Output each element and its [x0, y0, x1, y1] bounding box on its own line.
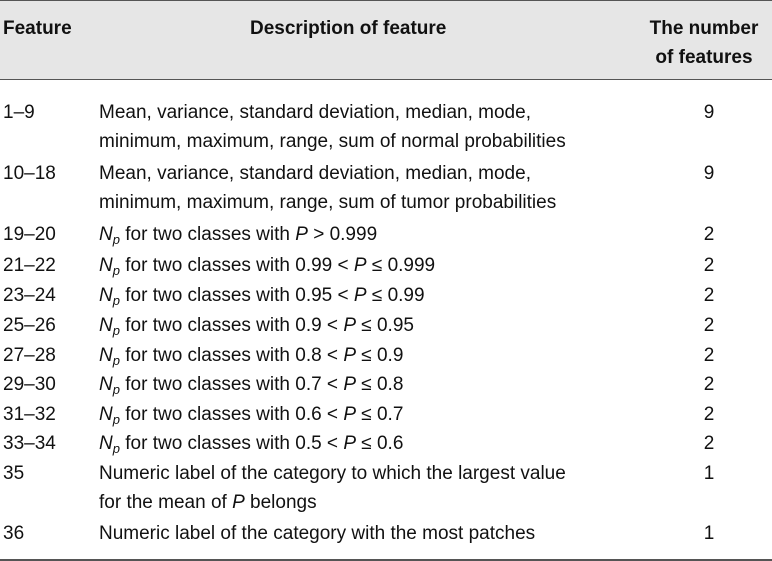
- description-text: ≤ 0.6: [356, 433, 404, 454]
- description-text: ≤ 0.7: [356, 404, 404, 425]
- p-symbol: P: [353, 285, 367, 306]
- description-text: for two classes with 0.99 <: [119, 255, 354, 276]
- np-symbol: N: [99, 433, 113, 454]
- np-subscript: p: [112, 382, 120, 397]
- row-description-line: Mean, variance, standard deviation, median, mode,: [99, 102, 531, 123]
- row-count: 2: [703, 285, 715, 306]
- p-symbol: P: [353, 255, 367, 276]
- row-feature: 1–9: [3, 102, 35, 123]
- row-count: 2: [703, 224, 715, 245]
- header-rule: [0, 79, 772, 80]
- np-subscript: p: [112, 263, 120, 278]
- row-description: [99, 370, 659, 404]
- row-description-line: minimum, maximum, range, sum of normal probabilities: [99, 131, 566, 152]
- row-description: [99, 429, 659, 463]
- description-text: > 0.999: [307, 224, 378, 245]
- description-text: belongs: [244, 492, 317, 513]
- row-description: [99, 98, 659, 156]
- row-feature: 36: [3, 523, 25, 544]
- row-feature: 29–30: [3, 374, 56, 395]
- p-symbol: P: [343, 345, 356, 366]
- row-description-line: Numeric label of the category to which the largest value: [99, 463, 566, 484]
- header-count-line1: The number: [649, 18, 759, 39]
- row-count: 2: [703, 433, 715, 454]
- row-description-line: minimum, maximum, range, sum of tumor probabilities: [99, 192, 557, 213]
- description-text: for two classes with 0.9 <: [119, 315, 344, 336]
- np-subscript: p: [112, 293, 120, 308]
- row-feature: 10–18: [3, 163, 56, 184]
- row-count: 9: [703, 163, 715, 184]
- np-symbol: N: [99, 224, 113, 245]
- row-description: [99, 459, 659, 517]
- description-text: for the mean of: [99, 492, 233, 513]
- description-text: ≤ 0.8: [356, 374, 404, 395]
- np-symbol: N: [99, 374, 113, 395]
- header-feature: Feature: [3, 18, 72, 39]
- row-feature: 21–22: [3, 255, 56, 276]
- np-subscript: p: [112, 232, 120, 247]
- row-feature: 33–34: [3, 433, 56, 454]
- row-description: [99, 159, 659, 217]
- np-symbol: N: [99, 255, 113, 276]
- np-symbol: N: [99, 345, 113, 366]
- top-rule: [0, 0, 772, 1]
- row-count: 2: [703, 315, 715, 336]
- p-symbol: P: [343, 404, 356, 425]
- row-description: [99, 251, 659, 285]
- row-count: 1: [703, 463, 715, 484]
- description-text: ≤ 0.9: [356, 345, 404, 366]
- row-count: 2: [703, 255, 715, 276]
- row-feature: 19–20: [3, 224, 56, 245]
- header-count-line2: of features: [655, 47, 753, 68]
- row-description-line: [99, 488, 659, 517]
- description-text: ≤ 0.95: [356, 315, 414, 336]
- description-text: ≤ 0.999: [366, 255, 436, 276]
- p-symbol: P: [343, 315, 356, 336]
- p-symbol: P: [343, 433, 356, 454]
- description-text: for two classes with: [119, 224, 296, 245]
- row-count: 2: [703, 345, 715, 366]
- np-subscript: p: [112, 441, 120, 456]
- row-description: [99, 311, 659, 345]
- table-header: [0, 0, 772, 79]
- np-subscript: p: [112, 323, 120, 338]
- row-count: 2: [703, 374, 715, 395]
- description-text: for two classes with 0.8 <: [119, 345, 344, 366]
- row-feature: 27–28: [3, 345, 56, 366]
- row-feature: 35: [3, 463, 25, 484]
- row-description: Numeric label of the category with the most patches: [99, 523, 536, 544]
- row-feature: 31–32: [3, 404, 56, 425]
- p-symbol: P: [343, 374, 356, 395]
- header-count: [640, 14, 768, 72]
- description-text: for two classes with 0.7 <: [119, 374, 344, 395]
- row-count: 2: [703, 404, 715, 425]
- np-symbol: N: [99, 404, 113, 425]
- np-subscript: p: [112, 412, 120, 427]
- row-count: 1: [703, 523, 715, 544]
- np-symbol: N: [99, 285, 113, 306]
- row-description-line: Mean, variance, standard deviation, median, mode,: [99, 163, 531, 184]
- header-description: Description of feature: [250, 18, 447, 39]
- description-text: for two classes with 0.95 <: [119, 285, 354, 306]
- p-symbol: P: [295, 224, 308, 245]
- row-count: 9: [703, 102, 715, 123]
- row-feature: 25–26: [3, 315, 56, 336]
- np-symbol: N: [99, 315, 113, 336]
- description-text: for two classes with 0.6 <: [119, 404, 344, 425]
- row-feature: 23–24: [3, 285, 56, 306]
- row-description: [99, 281, 659, 315]
- np-subscript: p: [112, 353, 120, 368]
- p-symbol: P: [232, 492, 245, 513]
- description-text: ≤ 0.99: [366, 285, 425, 306]
- description-text: for two classes with 0.5 <: [119, 433, 344, 454]
- row-description: [99, 220, 659, 254]
